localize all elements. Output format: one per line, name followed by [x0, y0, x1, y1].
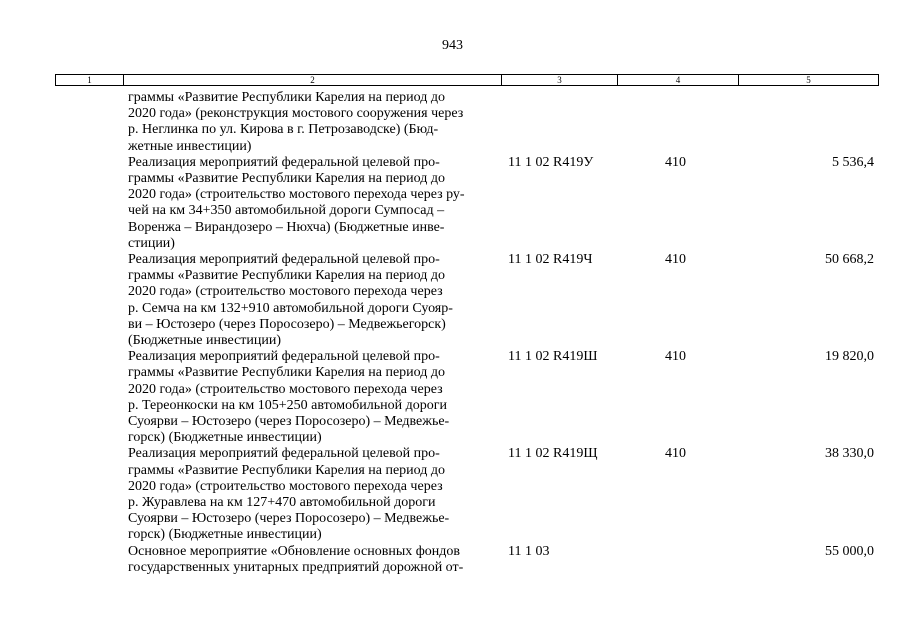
description-line: Реализация мероприятий федеральной целевой про-: [128, 446, 440, 462]
description-line: Суоярви – Юстозеро (через Поросозеро) – Медвежье-: [128, 414, 450, 430]
row-type: 410: [665, 154, 686, 170]
description-line: (Бюджетные инвестиции): [128, 333, 282, 349]
description-line: стиции): [128, 235, 175, 251]
row-amount: 19 820,0: [825, 349, 874, 365]
description-line: 2020 года» (строительство мостового перехода через: [128, 381, 443, 397]
row-description: [128, 155, 498, 252]
description-line: 2020 года» (реконструкция мостового сооружения через: [128, 106, 464, 122]
description-line: государственных унитарных предприятий дорожной от-: [128, 559, 464, 575]
description-line: р. Неглинка по ул. Кирова в г. Петрозаводске) (Бюд-: [128, 122, 439, 138]
description-line: Реализация мероприятий федеральной целевой про-: [128, 252, 440, 268]
row-amount: 5 536,4: [832, 154, 874, 170]
description-line: Реализация мероприятий федеральной целевой про-: [128, 154, 440, 170]
row-description: [128, 252, 498, 349]
description-line: Суоярви – Юстозеро (через Поросозеро) – Медвежье-: [128, 511, 450, 527]
row-description: [128, 544, 498, 576]
description-line: граммы «Развитие Республики Карелия на период до: [128, 171, 446, 187]
column-header-row: [55, 74, 879, 86]
table-row: [0, 446, 905, 543]
description-line: горск) (Бюджетные инвестиции): [128, 527, 322, 543]
row-code: 11 1 02 R419Ч: [508, 252, 593, 268]
row-code: 11 1 02 R419Щ: [508, 446, 598, 462]
description-line: 2020 года» (строительство мостового перехода через: [128, 478, 443, 494]
page-number: 943: [442, 38, 463, 53]
row-amount: 50 668,2: [825, 252, 874, 268]
description-line: граммы «Развитие Республики Карелия на период до: [128, 462, 446, 478]
description-line: р. Семча на км 132+910 автомобильной дороги Суояр-: [128, 300, 453, 316]
row-description: [128, 349, 498, 446]
row-code: 11 1 03: [508, 543, 550, 559]
description-line: горск) (Бюджетные инвестиции): [128, 430, 322, 446]
row-type: 410: [665, 446, 686, 462]
table-row: [0, 90, 905, 155]
description-line: ви – Юстозеро (через Поросозеро) – Медвежьегорск): [128, 316, 446, 332]
description-line: 2020 года» (строительство мостового перехода через ру-: [128, 187, 465, 203]
table-row: [0, 252, 905, 349]
column-header-2: 2: [124, 75, 502, 85]
row-code: 11 1 02 R419Ш: [508, 349, 598, 365]
column-header-5: 5: [806, 75, 811, 85]
column-header-3: 3: [502, 75, 618, 85]
description-line: граммы «Развитие Республики Карелия на период до: [128, 365, 446, 381]
table-body: [0, 90, 905, 576]
row-description: [128, 90, 498, 155]
row-amount: 38 330,0: [825, 446, 874, 462]
row-description: [128, 446, 498, 543]
description-line: граммы «Развитие Республики Карелия на период до: [128, 268, 446, 284]
row-code: 11 1 02 R419У: [508, 154, 594, 170]
description-line: Реализация мероприятий федеральной целевой про-: [128, 349, 440, 365]
description-line: Основное мероприятие «Обновление основных фондов: [128, 543, 461, 559]
row-type: 410: [665, 252, 686, 268]
column-header-1: 1: [56, 75, 124, 85]
column-header-4: 4: [618, 75, 739, 85]
description-line: 2020 года» (строительство мостового перехода через: [128, 284, 443, 300]
row-type: 410: [665, 349, 686, 365]
description-line: граммы «Развитие Республики Карелия на период до: [128, 90, 446, 105]
description-line: р. Журавлева на км 127+470 автомобильной дороги: [128, 495, 436, 511]
description-line: жетные инвестиции): [128, 138, 252, 154]
table-row: [0, 544, 905, 576]
description-line: чей на км 34+350 автомобильной дороги Сумпосад –: [128, 203, 445, 219]
table-row: [0, 155, 905, 252]
description-line: р. Тереонкоски на км 105+250 автомобильной дороги: [128, 397, 447, 413]
description-line: Воренжа – Вирандозеро – Нюхча) (Бюджетные инве-: [128, 219, 445, 235]
table-row: [0, 349, 905, 446]
row-amount: 55 000,0: [825, 543, 874, 559]
